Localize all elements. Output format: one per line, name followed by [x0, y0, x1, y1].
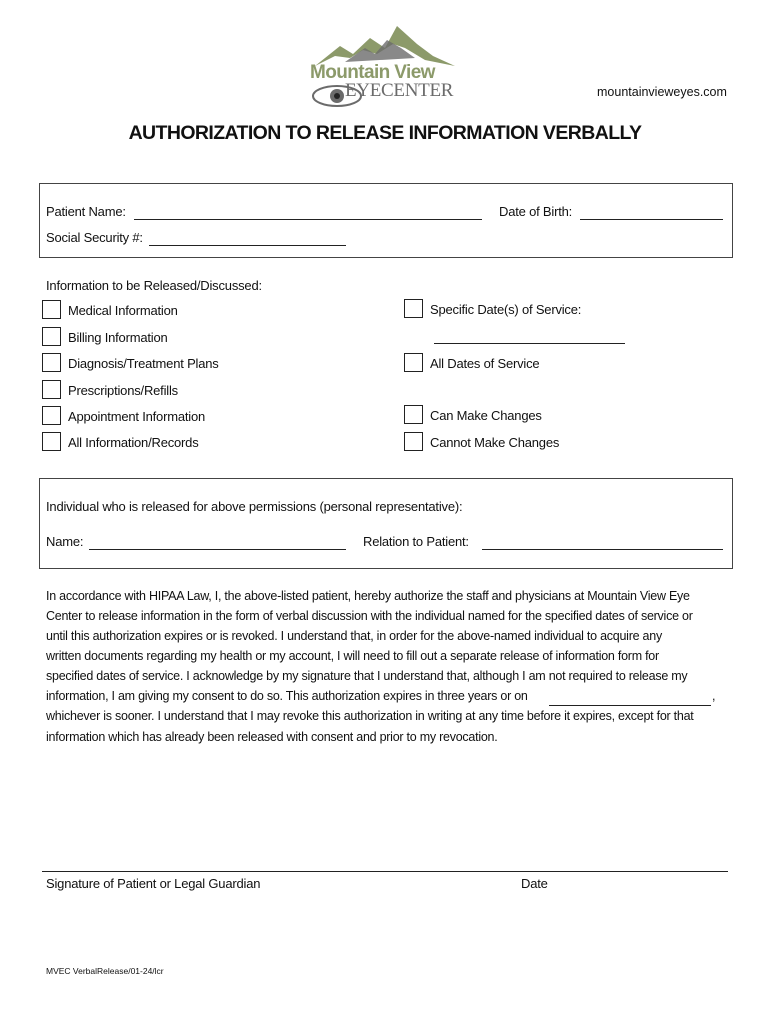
- consent-line: whichever is sooner. I understand that I may revoke this authorization in writing at any time before it expires, except for that: [46, 709, 694, 723]
- option-label: Prescriptions/Refills: [68, 383, 178, 398]
- specific-dates-field[interactable]: [434, 327, 625, 344]
- expiration-date-field[interactable]: [549, 689, 711, 706]
- option-label: All Information/Records: [68, 435, 199, 450]
- cannot-make-changes-checkbox[interactable]: [404, 432, 423, 451]
- ssn-field[interactable]: [149, 229, 346, 246]
- consent-line: information, I am giving my consent to do so. This authorization expires in three years or on: [46, 689, 528, 703]
- prescriptions-checkbox[interactable]: [42, 380, 61, 399]
- info-heading: Information to be Released/Discussed:: [46, 278, 262, 293]
- representative-box: [39, 478, 733, 569]
- cannot-make-changes-label: Cannot Make Changes: [430, 435, 560, 450]
- comma: ,: [712, 689, 716, 703]
- can-make-changes-checkbox[interactable]: [404, 405, 423, 424]
- patient-name-label: Patient Name:: [46, 204, 126, 219]
- billing-info-checkbox[interactable]: [42, 327, 61, 346]
- signature-line[interactable]: [42, 871, 728, 872]
- patient-info-box: [39, 183, 733, 258]
- medical-info-checkbox[interactable]: [42, 300, 61, 319]
- all-info-checkbox[interactable]: [42, 432, 61, 451]
- relation-field[interactable]: [482, 533, 723, 550]
- option-label: Medical Information: [68, 303, 178, 318]
- representative-heading: Individual who is released for above permissions (personal representative):: [46, 499, 463, 514]
- page-title: AUTHORIZATION TO RELEASE INFORMATION VERBALLY: [128, 122, 642, 144]
- all-dates-label: All Dates of Service: [430, 356, 540, 371]
- consent-line: specified dates of service. I acknowledge by my signature that I understand that, although I am not required to release my: [46, 669, 688, 683]
- consent-line: information which has already been released with consent and prior to my revocation.: [46, 730, 498, 744]
- date-label: Date: [521, 876, 548, 891]
- ssn-label: Social Security #:: [46, 230, 143, 245]
- dob-field[interactable]: [580, 203, 723, 220]
- consent-line: Center to release information in the form of verbal discussion with the individual named for the specified dates of service or: [46, 609, 693, 623]
- option-label: Billing Information: [68, 330, 168, 345]
- specific-dates-checkbox[interactable]: [404, 299, 423, 318]
- consent-line: written documents regarding my health or my account, I will need to fill out a separate release of information form for: [46, 649, 659, 663]
- footer-code: MVEC VerbalRelease/01-24/lcr: [46, 966, 164, 976]
- appointment-info-checkbox[interactable]: [42, 406, 61, 425]
- specific-dates-label: Specific Date(s) of Service:: [430, 302, 582, 317]
- consent-line: until this authorization expires or is revoked. I understand that, in order for the above-named individual to acquire any: [46, 629, 662, 643]
- diagnosis-checkbox[interactable]: [42, 353, 61, 372]
- logo-text-mountain-view: Mountain View: [310, 62, 435, 83]
- patient-name-field[interactable]: [134, 203, 482, 220]
- consent-line: In accordance with HIPAA Law, I, the above-listed patient, hereby authorize the staff and physicians at Mountain View Eye: [46, 589, 690, 603]
- website-link[interactable]: mountainvieweyes.com: [597, 85, 727, 99]
- option-label: Diagnosis/Treatment Plans: [68, 356, 219, 371]
- rep-name-field[interactable]: [89, 533, 346, 550]
- all-dates-checkbox[interactable]: [404, 353, 423, 372]
- option-label: Appointment Information: [68, 409, 206, 424]
- rep-name-label: Name:: [46, 534, 84, 549]
- can-make-changes-label: Can Make Changes: [430, 408, 542, 423]
- relation-label: Relation to Patient:: [363, 534, 469, 549]
- logo-text-eyecenter: EYECENTER: [345, 80, 454, 101]
- dob-label: Date of Birth:: [499, 204, 573, 219]
- signature-label: Signature of Patient or Legal Guardian: [46, 876, 261, 891]
